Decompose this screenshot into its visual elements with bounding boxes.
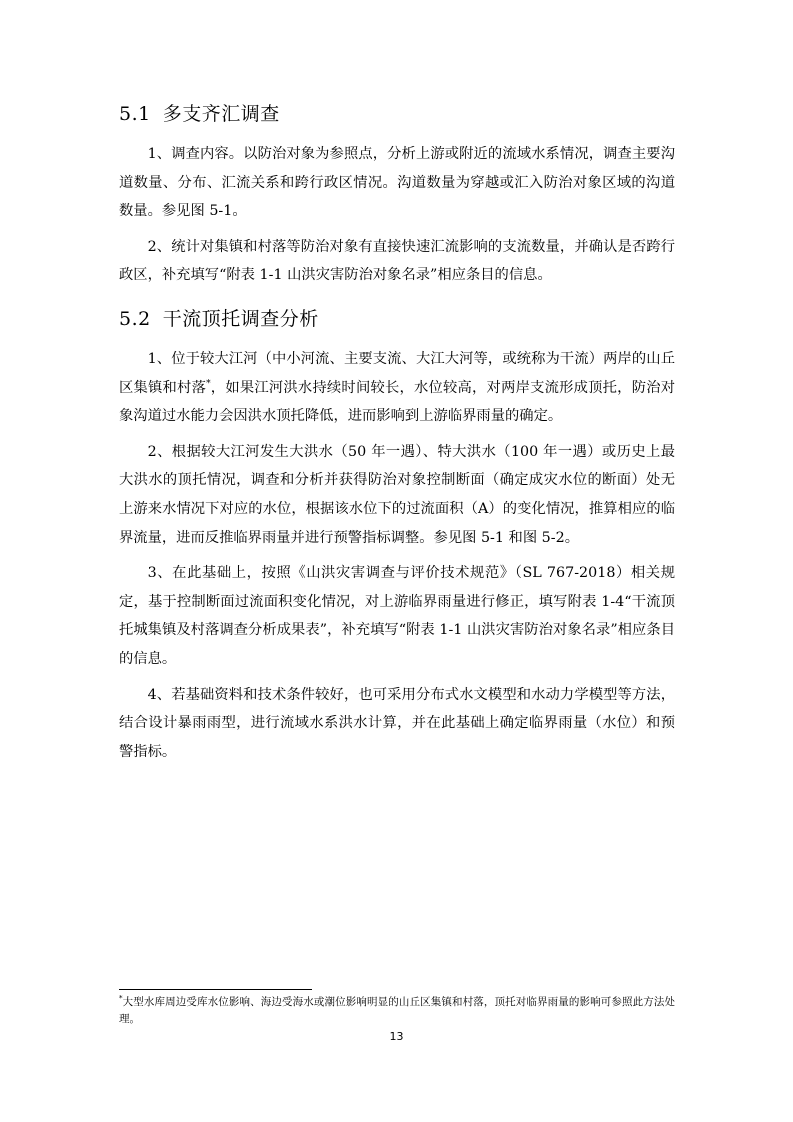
footnote	[119, 994, 675, 1028]
paragraph	[119, 345, 675, 431]
section-title: 干流顶托调查分析	[162, 307, 319, 330]
footnote-reference[interactable]: *	[206, 378, 211, 389]
section-number: 5.1	[119, 103, 151, 125]
page-body	[119, 100, 675, 773]
paragraph: 1、调查内容。以防治对象为参照点，分析上游或附近的流域水系情况，调查主要沟道数量、分布、汇流关系和跨行政区情况。沟道数量为穿越或汇入防治对象区域的沟道数量。参见图 5-1。	[119, 146, 675, 220]
paragraph-text: ，如果江河洪水持续时间较长，水位较高，对两岸支流形成顶托，防治对象沟道过水能力会因洪水顶托降低，进而影响到上游临界雨量的确定。	[119, 379, 676, 425]
section-heading-5-2	[119, 305, 675, 333]
section-spacer	[119, 297, 675, 305]
page-number: 13	[389, 1030, 404, 1043]
footnote-text: 大型水库周边受库水位影响、海边受海水或潮位影响明显的山丘区集镇和村落，顶托对临界雨量的影响可参照此方法处理。	[119, 996, 675, 1025]
section-heading-5-1	[119, 100, 675, 128]
paragraph: 2、根据较大江河发生大洪水（50 年一遇）、特大洪水（100 年一遇）或历史上最大洪水的顶托情况，调查和分析并获得防治对象控制断面（确定成灾水位的断面）处无上游来水情况下对应的水位，根据该水位下的过流面积（A）的变化情况，推算相应的临界流量，进而反推临界雨量并进行预警指标调整。参见图 5-1 和图 5-2。	[119, 443, 675, 546]
paragraph: 3、在此基础上，按照《山洪灾害调查与评价技术规范》（SL 767-2018）相关规定，基于控制断面过流面积变化情况，对上游临界雨量进行修正，填写附表 1-4“干流顶托城集镇及村落调查分析成果表”，补充填写“附表 1-1 山洪灾害防治对象名录”相应条目的信息。	[119, 565, 675, 667]
footnote-divider	[119, 989, 312, 990]
section-title: 多支齐汇调查	[162, 103, 280, 125]
paragraph-text: 1、位于较大江河（中小河流、主要支流、大江大河等，或统称为干流）两岸的山丘区集镇和村落	[119, 350, 675, 396]
footnote-marker: *	[119, 994, 123, 1003]
paragraph: 4、若基础资料和技术条件较好，也可采用分布式水文模型和水动力学模型等方法，结合设计暴雨雨型，进行流域水系洪水计算，并在此基础上确定临界雨量（水位）和预警指标。	[119, 686, 675, 760]
section-number: 5.2	[119, 307, 151, 330]
paragraph: 2、统计对集镇和村落等防治对象有直接快速汇流影响的支流数量，并确认是否跨行政区，补充填写“附表 1-1 山洪灾害防治对象名录”相应条目的信息。	[119, 238, 675, 284]
